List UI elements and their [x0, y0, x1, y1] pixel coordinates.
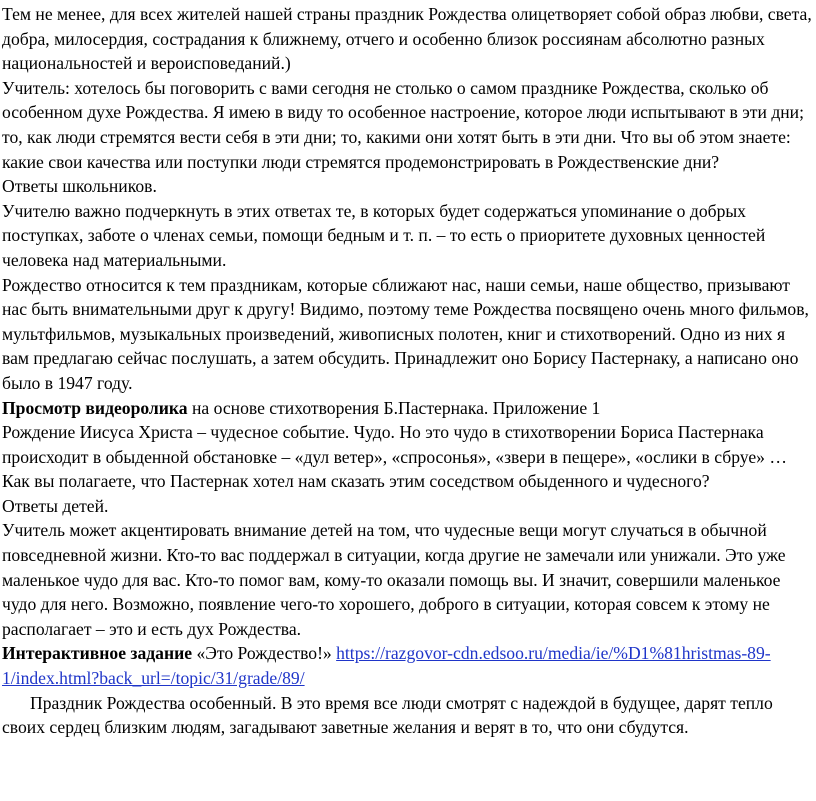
- video-viewing-text: на основе стихотворения Б.Пастернака. Приложение 1: [187, 397, 601, 418]
- paragraph-intro: Тем не менее, для всех жителей нашей страны праздник Рождества олицетворяет собой образ любви, света, добра, милосердия, сострадания к ближнему, отчего и особенно близок россиянам абсолютно разных национальностей и вероисповеданий.): [2, 4, 812, 74]
- paragraph-teacher-note: Учителю важно подчеркнуть в этих ответах те, в которых будет содержаться упоминание о добрых поступках, заботе о членах семьи, помощи бедным и т. п. – то есть о приоритете духовных ценностей человека над материальными.: [2, 200, 766, 270]
- paragraph-christmas-holiday: Рождество относится к тем праздникам, которые сближают нас, наши семьи, наше общество, призывают нас быть внимательными друг к другу! Видимо, поэтому теме Рождества посвящено очень много фильмов, мультфильмов, музыкальных произведений, живописных полотен, книг и стихотворений. Одно из них я вам предлагаю сейчас послушать, а затем обсудить. Принадлежит оно Борису Пастернаку, а написано оно было в 1947 году.: [2, 274, 809, 393]
- paragraph-teacher-question: Учитель: хотелось бы поговорить с вами сегодня не столько о самом празднике Рождества, сколько об особенном духе Рождества. Я имею в виду то особенное настроение, которое люди испытывают в эти дни; то, как люди стремятся вести себя в эти дни; то, какими они хотят быть в эти дни. Что вы об этом знаете: какие свои качества или поступки люди стремятся продемонстрировать в Рождественские дни?: [2, 77, 804, 172]
- paragraph-teacher-emphasis: Учитель может акцентировать внимание детей на том, что чудесные вещи могут случаться в обычной повседневной жизни. Кто-то вас поддержал в ситуации, когда другие не замечали или унижали. Это уже маленькое чудо для вас. Кто-то помог вам, кому-то оказали помощь вы. И значит, совершили маленькое чудо для него. Возможно, появление чего-то хорошего, доброго в ситуации, которая совсем к этому не располагает – это и есть дух Рождества.: [2, 520, 786, 639]
- paragraph-question-pasternak: Как вы полагаете, что Пастернак хотел нам сказать этим соседством обыденного и чудесного?: [2, 471, 710, 492]
- paragraph-children-answers: Ответы детей.: [2, 495, 109, 516]
- interactive-task-heading: Интерактивное задание: [2, 643, 193, 664]
- paragraph-birth-of-jesus: Рождение Иисуса Христа – чудесное событие. Чудо. Но это чудо в стихотворении Бориса Пастернака происходит в обыденной обстановке – «дул ветер», «спросонья», «звери в пещере», «ослики в сбруе» …: [2, 422, 787, 467]
- paragraph-interactive-task: [2, 641, 816, 690]
- paragraph-student-answers: Ответы школьников.: [2, 176, 157, 197]
- interactive-task-title: «Это Рождество!»: [192, 643, 337, 664]
- paragraph-video-viewing: [2, 396, 816, 421]
- paragraph-christmas-special: Праздник Рождества особенный. В это время все люди смотрят с надеждой в будущее, дарят тепло своих сердец близким людям, загадывают заветные желания и верят в то, что они сбудутся.: [2, 692, 773, 738]
- interactive-task-link[interactable]: https://razgovor-cdn.edsoo.ru/media/ie/%D1%81hristmas-89-1/index.html?back_url=/topic/31/grade/89/: [2, 643, 771, 689]
- video-viewing-heading: Просмотр видеоролика: [2, 397, 188, 418]
